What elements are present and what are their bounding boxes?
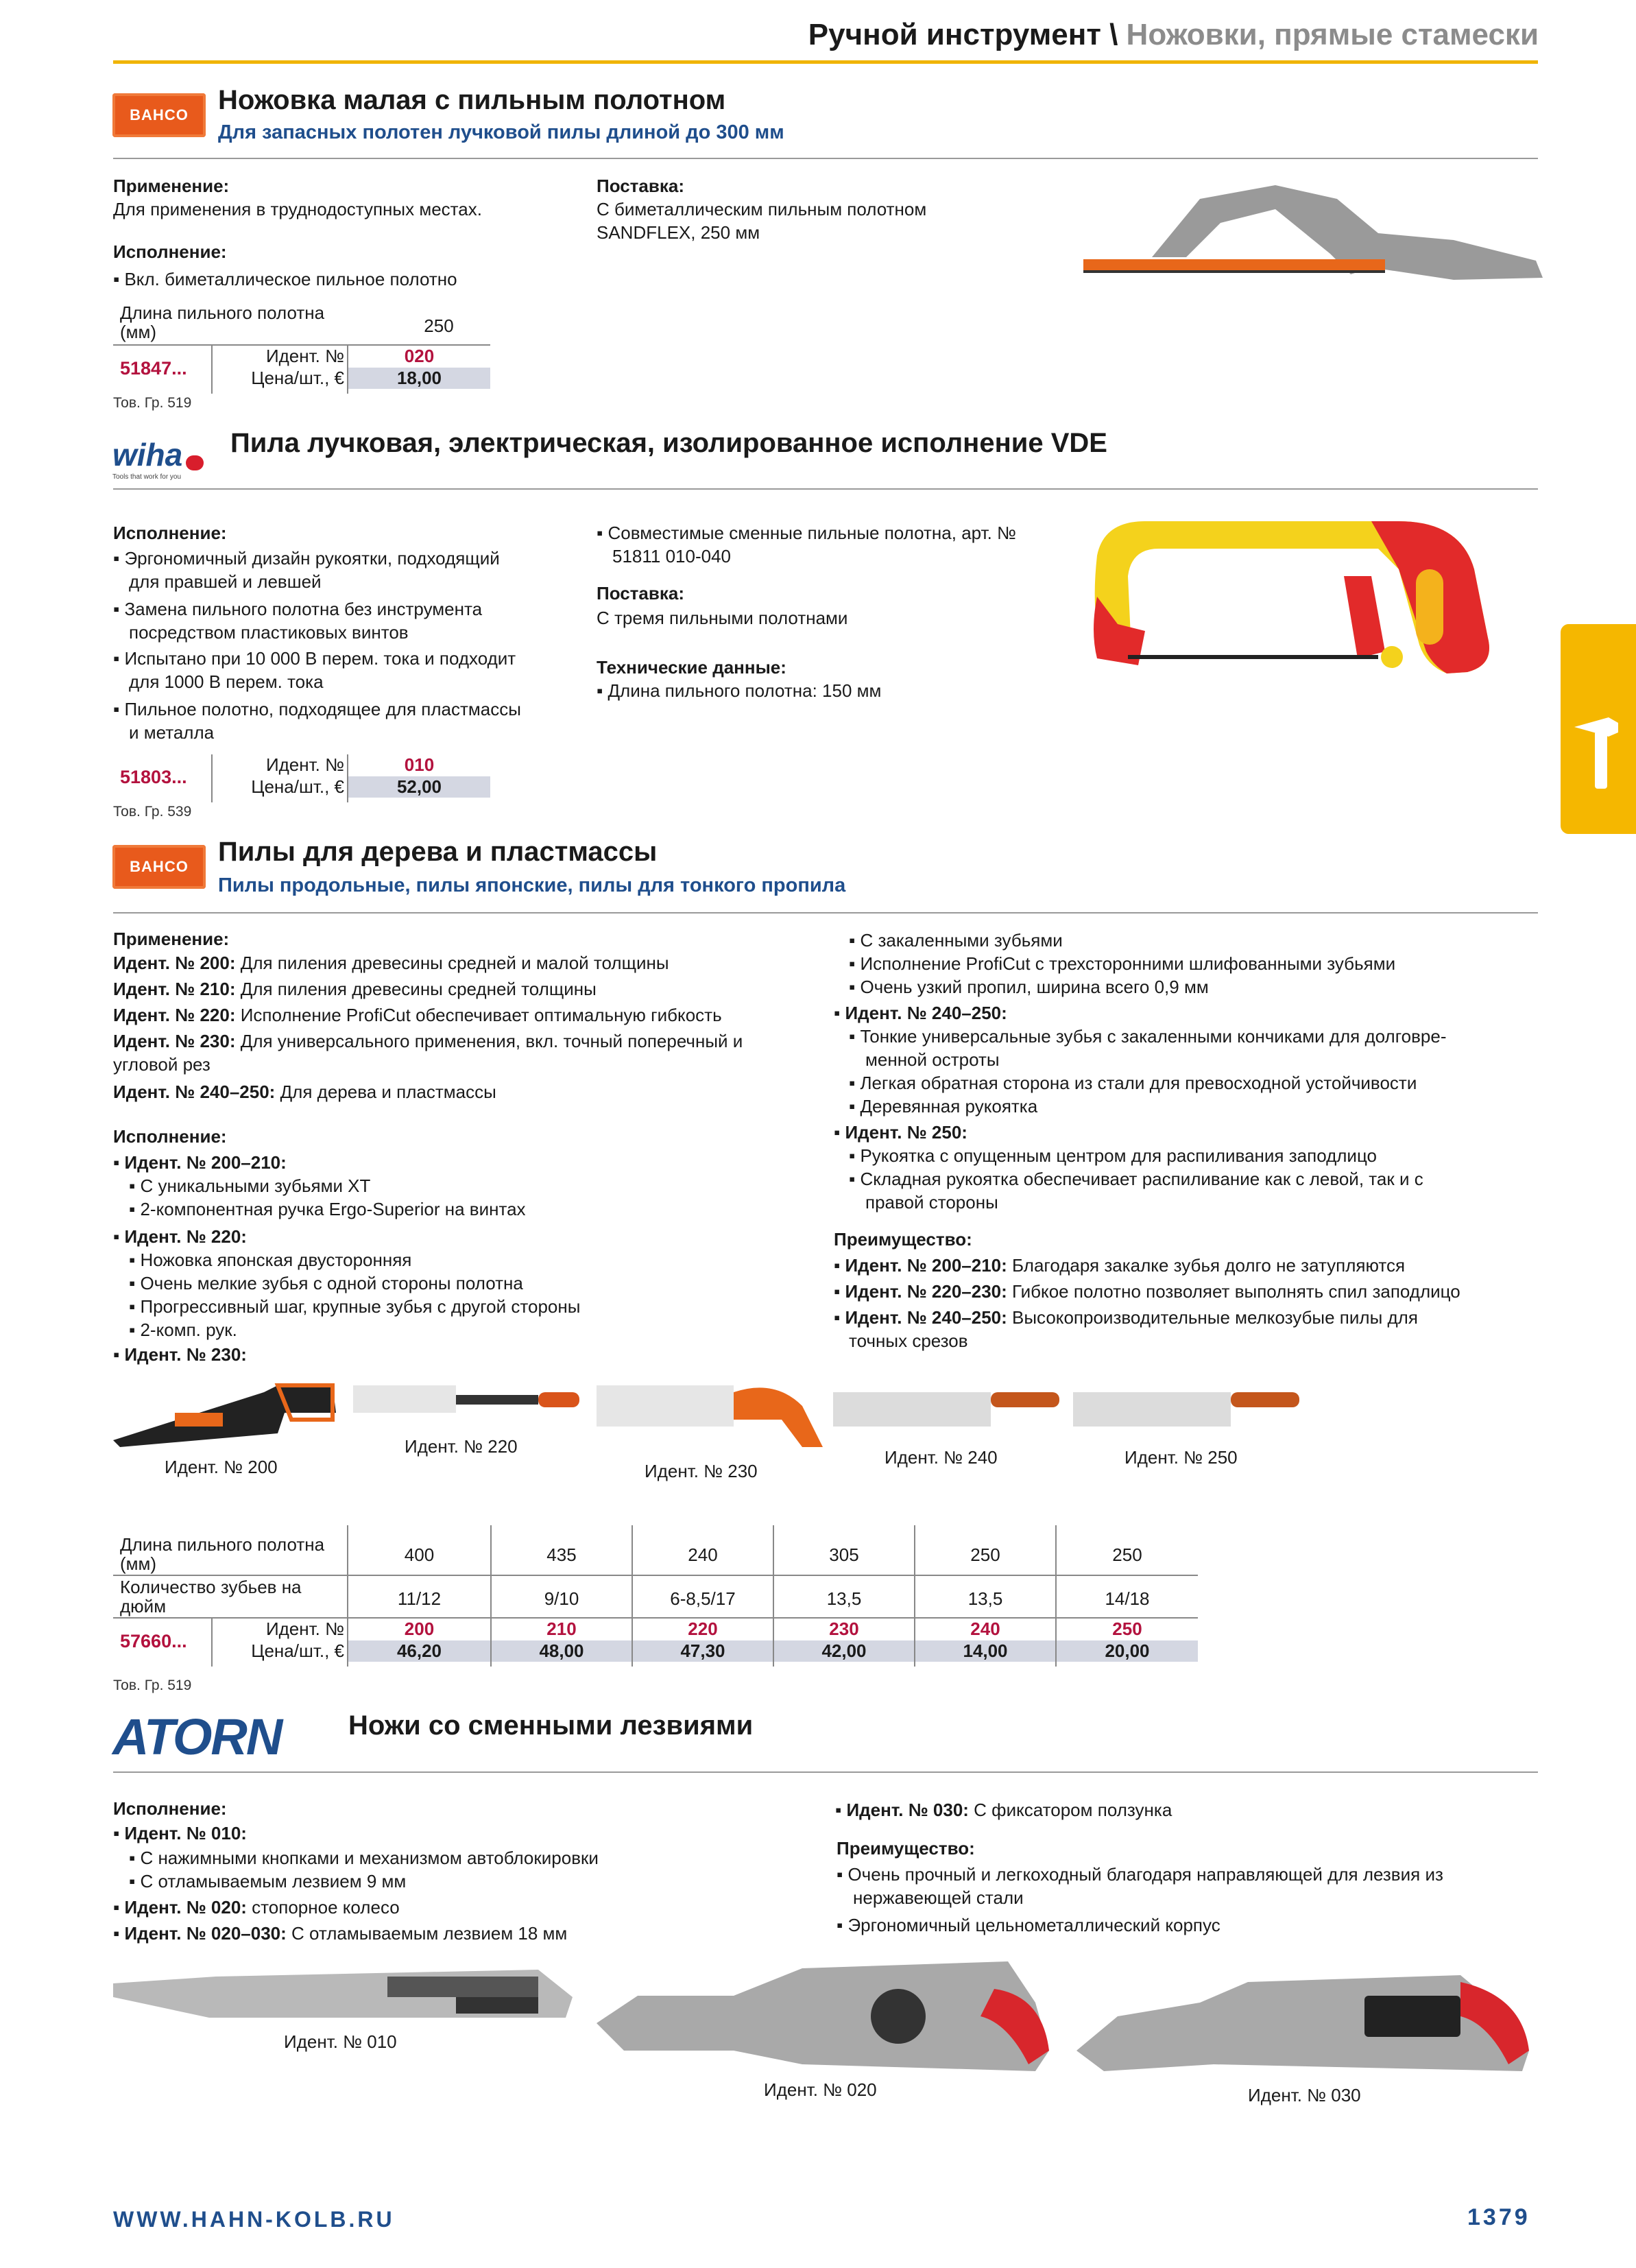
s3-price-label: Цена/шт., € [251,1640,344,1661]
s3-price-value: 46,20 [348,1640,490,1662]
s3-teeth-l1: Количество зубьев на [120,1577,302,1597]
hammer-icon [1561,624,1636,834]
s3-teeth: 9/10 [544,1588,579,1609]
s3-exec-240-item: ▪ Деревянная рукоятка [849,1095,1037,1118]
s2-table-divider [211,754,213,802]
s3-price-value: 14,00 [915,1640,1055,1662]
s1-title: Ножовка малая с пильным полотном [218,85,726,115]
s4-adv-label: Преимущество: [837,1838,975,1859]
s3-exec-220-item: ▪ Прогрессивный шаг, крупные зубья с другой стороны [129,1295,580,1318]
s3-exec-230: ▪ Идент. № 230: [113,1343,247,1366]
s2-supply-text: С тремя пильными полотнами [597,608,848,628]
s2-exec-line: посредством пластиковых винтов [129,622,409,643]
s2-exec-line: для 1000 В перем. тока [129,671,324,692]
footer-url[interactable]: WWW.HAHN-KOLB.RU [113,2207,395,2232]
s2-price-value: 52,00 [348,776,490,798]
s2-rule [113,488,1538,490]
bahco-logo: BAHCO [112,93,206,137]
s2-exec-line: ▪ Испытано при 10 000 В перем. тока и подходит [113,647,516,670]
header-main: Ручной инструмент \ [808,18,1118,51]
s1-supply-line: С биметаллическим пильным полотном [597,199,927,219]
saw-220-image [353,1378,579,1420]
s1-table-divider [211,346,213,394]
saw-caption: Идент. № 250 [1124,1447,1238,1468]
s2-group: Тов. Гр. 539 [113,804,192,820]
s3-rule [113,912,1538,914]
s2-exec-label: Исполнение: [113,523,227,543]
s2-right-line: 51811 010-040 [612,546,732,566]
s3-adv-key: Идент. № 240–250: [845,1307,1007,1328]
s3-exec-220-item: ▪ 2-комп. рук. [129,1318,237,1341]
s3-title: Пилы для дерева и пластмассы [218,837,658,867]
s3-id-label: Идент. № [265,1619,344,1639]
s1-exec-label: Исполнение: [113,241,227,262]
saw-caption: Идент. № 220 [405,1436,518,1457]
s3-use-value: Исполнение ProfiCut обеспечивает оптимальную гибкость [235,1005,722,1025]
s3-price-value: 20,00 [1057,1640,1198,1662]
s3-use-line [113,951,669,975]
s4-exec-010: ▪ Идент. № 010: [113,1822,247,1845]
s3-id-value: 200 [404,1619,435,1639]
s4-exec-030-key: Идент. № 030: [846,1800,969,1820]
s3-use-value: Для дерева и пластмассы [275,1082,496,1102]
s1-group: Тов. Гр. 519 [113,395,192,411]
s3-teeth: 13,5 [826,1588,862,1609]
s1-len-val: 250 [424,315,454,336]
s2-exec-line: ▪ Пильное полотно, подходящее для пластмассы [113,697,521,721]
s3-exec-250-item: ▪ Складная рукоятка обеспечивает распиливание как с левой, так и с [849,1167,1423,1191]
s4-adv-line: нержавеющей стали [853,1887,1024,1908]
knife-caption: Идент. № 010 [284,2031,397,2052]
s3-exec-240-item: менной остроты [865,1049,1000,1070]
s3-id-value: 230 [829,1619,859,1639]
s3-exec-200-item: ▪ 2-компонентная ручка Ergo-Superior на винтах [129,1197,526,1221]
s4-adv-line: ▪ Эргономичный цельнометаллический корпус [837,1913,1220,1937]
s3-use-key: Идент. № 230: [113,1031,236,1051]
s3-adv-line [834,1280,1460,1303]
s3-use-value: Для пиления древесины средней и малой толщины [235,953,669,973]
s4-title: Ножи со сменными лезвиями [348,1710,754,1741]
s3-use-line [113,1080,496,1103]
s2-exec-line: ▪ Замена пильного полотна без инструмента [113,597,482,621]
s1-supply-label: Поставка: [597,176,684,196]
s2-exec-line: и металла [129,722,215,743]
s3-subtitle: Пилы продольные, пилы японские, пилы для тонкого пропила [218,874,846,896]
s3-teeth: 14/18 [1105,1588,1150,1609]
s1-artno: 51847... [120,358,187,379]
knife-030-image [1076,1968,1543,2085]
s3-exec-250-item: ▪ Рукоятка с опущенным центром для распиливания заподлицо [849,1144,1377,1167]
s2-tech-text: ▪ Длина пильного полотна: 150 мм [597,679,881,702]
s3-adv-value: Гибкое полотно позволяет выполнять спил заподлицо [1007,1281,1460,1302]
s3-adv-line [849,1329,968,1352]
s3-use-key: Идент. № 240–250: [113,1082,276,1102]
s3-length: 305 [829,1544,859,1565]
bahco-logo: BAHCO [112,845,206,889]
s2-exec-line: для правшей и левшей [129,571,322,592]
s3-teeth-label [120,1577,302,1616]
s2-supply-label: Поставка: [597,583,684,604]
s3-length: 240 [688,1544,718,1565]
s2-id-label: Идент. № [265,754,344,775]
s1-use-label: Применение: [113,176,230,196]
s3-use-label: Применение: [113,929,230,949]
knife-caption: Идент. № 030 [1248,2085,1361,2105]
s3-exec-200-item: ▪ С уникальными зубьями XT [129,1174,370,1197]
wiha-logo-text: wiha [112,437,183,473]
s3-use-line [113,1053,210,1076]
s2-exec-line: ▪ Эргономичный дизайн рукоятки, подходящий [113,547,500,570]
s4-exec-label: Исполнение: [113,1798,227,1819]
category-tab[interactable] [1561,624,1636,834]
s1-use-text: Для применения в труднодоступных местах. [113,199,482,219]
s3-exec-220-item: ▪ Очень мелкие зубья с одной стороны полотна [129,1272,523,1295]
s3-id-value: 210 [546,1619,577,1639]
s1-len-label [120,303,324,342]
saw-230-image [597,1378,823,1454]
s1-rule [113,158,1538,159]
s1-supply-line: SANDFLEX, 250 мм [597,222,760,243]
header-sub: Ножовки, прямые стамески [1118,18,1539,51]
s3-use-value: Для пиления древесины средней толщины [235,979,597,999]
s4-exec-010-item: ▪ С отламываемым лезвием 9 мм [129,1870,406,1893]
s3-adv-value: Благодаря закалке зубья долго не затупляются [1007,1255,1406,1276]
s4-rule [113,1771,1538,1773]
s2-title: Пила лучковая, электрическая, изолированное исполнение VDE [230,428,1107,458]
s1-id-label: Идент. № [265,346,344,366]
s4-exec-020 [113,1896,400,1919]
s3-use-line [113,1029,743,1053]
s4-adv-line: ▪ Очень прочный и легкоходный благодаря направляющей для лезвия из [837,1863,1443,1886]
s3-price-value: 47,30 [633,1640,773,1662]
vde-hacksaw-image [1076,494,1543,693]
s3-group: Тов. Гр. 519 [113,1678,192,1693]
s3-use-key: Идент. № 220: [113,1005,236,1025]
s4-exec-020-value: стопорное колесо [246,1897,400,1918]
s3-adv-value: Высокопроизводительные мелкозубые пилы для [1007,1307,1418,1328]
s3-right-item: ▪ Исполнение ProfiCut с трехсторонними шлифованными зубьями [849,952,1395,975]
s3-exec-220-item: ▪ Ножовка японская двусторонняя [129,1248,411,1272]
s3-length: 250 [1112,1544,1142,1565]
s4-exec-030 [835,1798,1172,1822]
s3-teeth: 13,5 [967,1588,1003,1609]
s1-id-value: 020 [404,346,435,366]
mini-hacksaw-image [1070,171,1543,288]
s2-artno: 51803... [120,767,187,787]
s4-exec-020-key: Идент. № 020: [124,1897,247,1918]
s1-exec-item: ▪ Вкл. биметаллическое пильное полотно [113,267,457,291]
s1-len-l1: Длина пильного полотна [120,302,325,323]
s3-use-line [113,977,597,1001]
s2-tech-label: Технические данные: [597,657,786,678]
s4-exec-2030-value: С отламываемым лезвием 18 мм [286,1923,568,1944]
s3-id-value: 250 [1112,1619,1142,1639]
s3-teeth-l2: дюйм [120,1596,167,1616]
s3-use-value: Для универсального применения, вкл. точный поперечный и [235,1031,743,1051]
s2-right-line: ▪ Совместимые сменные пильные полотна, арт. № [597,521,1016,545]
s3-teeth: 6-8,5/17 [670,1588,736,1609]
s3-use-key: Идент. № 210: [113,979,236,999]
s3-artno: 57660... [120,1631,187,1651]
s3-adv-value: точных срезов [849,1330,968,1351]
s3-exec-250: ▪ Идент. № 250: [834,1121,967,1144]
s3-length: 250 [970,1544,1000,1565]
saw-250-image [1073,1378,1299,1433]
s3-adv-label: Преимущество: [834,1229,972,1250]
knife-020-image [597,1961,1056,2085]
s3-exec-220: ▪ Идент. № 220: [113,1225,247,1248]
s3-len-l1: Длина пильного полотна [120,1534,325,1555]
saw-caption: Идент. № 240 [885,1447,998,1468]
s4-exec-030-value: С фиксатором ползунка [968,1800,1172,1820]
knife-caption: Идент. № 020 [764,2079,877,2100]
s3-adv-key: Идент. № 200–210: [845,1255,1007,1276]
s3-id-value: 220 [688,1619,718,1639]
s3-adv-line [834,1254,1405,1277]
s4-exec-010-item: ▪ С нажимными кнопками и механизмом автоблокировки [129,1846,599,1870]
s3-use-line [113,1003,722,1027]
wiha-tagline: Tools that work for you [112,473,182,481]
knife-010-image [113,1963,579,2025]
s3-adv-line [834,1306,1418,1329]
s3-length: 400 [404,1544,435,1565]
page-header [808,18,1539,52]
s3-exec-200: ▪ Идент. № 200–210: [113,1151,287,1174]
s4-exec-2030-key: Идент. № 020–030: [124,1923,287,1944]
s3-right-item: ▪ С закаленными зубьями [849,929,1063,952]
wiha-mark-icon [186,455,204,470]
s3-length: 435 [546,1544,577,1565]
header-rule [113,60,1538,64]
s3-len-label [120,1535,324,1573]
s1-price-label: Цена/шт., € [251,368,344,388]
s1-len-l2: (мм) [120,322,157,342]
s3-exec-240: ▪ Идент. № 240–250: [834,1001,1007,1025]
saw-240-image [833,1378,1059,1433]
s3-id-value: 240 [970,1619,1000,1639]
saw-caption: Идент. № 230 [645,1461,758,1481]
saw-200-image [113,1372,339,1454]
s3-adv-key: Идент. № 220–230: [845,1281,1007,1302]
atorn-logo: ATORN [112,1708,282,1765]
saw-caption: Идент. № 200 [165,1457,278,1477]
s3-len-l2: (мм) [120,1553,157,1574]
s2-price-label: Цена/шт., € [251,776,344,797]
s1-price-value: 18,00 [348,368,490,389]
s2-id-value: 010 [404,754,435,775]
s3-price-value: 48,00 [492,1640,631,1662]
s3-exec-240-item: ▪ Легкая обратная сторона из стали для превосходной устойчивости [849,1071,1417,1095]
s3-exec-label: Исполнение: [113,1126,227,1147]
s3-table-divider [211,1619,213,1667]
s3-price-value: 42,00 [774,1640,914,1662]
s3-use-key: Идент. № 200: [113,953,236,973]
s3-exec-250-item: правой стороны [865,1192,998,1213]
s3-table-rule [113,1575,1198,1576]
s4-exec-020-030 [113,1922,567,1945]
s3-teeth: 11/12 [397,1588,442,1609]
page-number: 1379 [1467,2204,1530,2230]
s3-use-value: угловой рез [113,1054,210,1075]
s3-exec-240-item: ▪ Тонкие универсальные зубья с закаленными кончиками для долговре- [849,1025,1446,1048]
wiha-logo [112,436,222,481]
s1-subtitle: Для запасных полотен лучковой пилы длиной до 300 мм [218,121,784,143]
s3-right-item: ▪ Очень узкий пропил, ширина всего 0,9 мм [849,975,1209,999]
